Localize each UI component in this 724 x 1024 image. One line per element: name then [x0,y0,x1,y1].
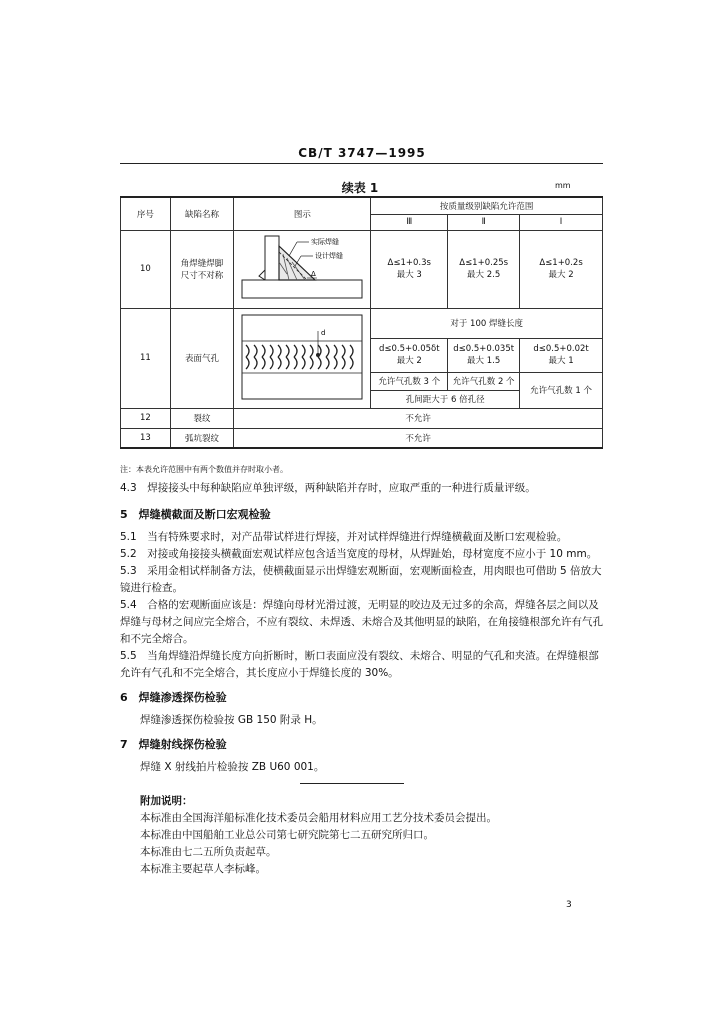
pore-count-2: 允许气孔数 2 个 [448,372,520,390]
section-5-title: 5 焊缝横截面及断口宏观检验 [120,508,271,521]
section-7-title: 7 焊缝射线探伤检验 [120,738,227,751]
defect-table [120,196,603,449]
appendix-line: 本标准主要起草人李标峰。 [140,863,266,875]
grade-2-value: Δ≤1+0.25s 最大 2.5 [448,230,520,308]
clause-5-5-cont: 允许有气孔和不完全熔合，其长度应小于焊缝长度的 30%。 [120,667,399,679]
table-title: 续表 1 [341,181,379,195]
fillet-weld-figure [234,230,371,308]
clause-5-3-cont: 镜进行检查。 [120,582,183,594]
table-row [121,428,603,448]
pore-spacing: 孔间距大于 6 倍孔径 [371,390,520,408]
defect-name: 弧坑裂纹 [170,428,234,448]
grade-3-value: d≤0.5+0.05δt 最大 2 [371,338,448,372]
standard-code: CB/T 3747—1995 [298,146,426,160]
svg-text:d: d [321,328,326,337]
surface-pore-figure [234,308,371,408]
appendix-title: 附加说明： [140,795,193,807]
surface-pore-diagram [238,311,366,403]
clause-4-3: 4.3 焊接接头中每种缺陷应单独评级，两种缺陷并存时，应取严重的一种进行质量评级。 [120,482,536,494]
table-note: 注：本表允许范围中有两个数值并存时取小者。 [120,465,288,474]
row-no: 12 [121,408,171,428]
grade-1-value: d≤0.5+0.02t 最大 1 [520,338,603,372]
header-defect: 缺陷名称 [170,197,234,230]
pore-count-3: 允许气孔数 3 个 [371,372,448,390]
svg-text:Δ: Δ [311,269,317,278]
allowance: 不允许 [234,408,603,428]
clause-7: 焊缝 X 射线拍片检验按 ZB U60 001。 [140,761,325,773]
separator-rule [300,783,404,784]
unit-label: mm [555,181,571,190]
table-row [121,408,603,428]
clause-5-3: 5.3 采用金相试样制备方法，使横截面显示出焊缝宏观断面，宏观断面检查，用肉眼也可借助 5 倍放大 [120,565,602,577]
allowance: 不允许 [234,428,603,448]
header-rule [120,163,603,164]
row-no: 11 [121,308,171,408]
pore-count-1: 允许气孔数 1 个 [520,372,603,408]
grade-2-value: d≤0.5+0.035t 最大 1.5 [448,338,520,372]
defect-name: 裂纹 [170,408,234,428]
header-grade-2: Ⅱ [448,214,520,230]
defect-name: 表面气孔 [170,308,234,408]
header-no: 序号 [121,197,171,230]
row-no: 10 [121,230,171,308]
grade-3-value: Δ≤1+0.3s 最大 3 [371,230,448,308]
header-grade-3: Ⅲ [371,214,448,230]
grade-1-value: Δ≤1+0.2s 最大 2 [520,230,603,308]
header-grade-1: Ⅰ [520,214,603,230]
clause-5-1: 5.1 当有特殊要求时，对产品带试样进行焊接，并对试样焊缝进行焊缝横截面及断口宏观检验。 [120,531,568,543]
clause-5-5: 5.5 当角焊缝沿焊缝长度方向折断时，断口表面应没有裂纹、未熔合、明显的气孔和夹渣。在焊缝根部 [120,650,599,662]
section-6-title: 6 焊缝渗透探伤检验 [120,691,227,704]
defect-name: 角焊缝焊脚 尺寸不对称 [170,230,234,308]
clause-6: 焊缝渗透探伤检验按 GB 150 附录 H。 [140,714,323,726]
svg-text:设计焊缝: 设计焊缝 [315,251,344,260]
header-range: 按质量级别缺陷允许范围 [371,197,603,214]
fillet-weld-diagram [237,232,367,304]
length-basis: 对于 100 焊缝长度 [371,308,603,338]
page-number: 3 [566,900,572,910]
appendix-line: 本标准由中国船舶工业总公司第七研究院第七二五研究所归口。 [140,829,434,841]
clause-5-4-cont2: 和不完全熔合。 [120,633,194,645]
clause-5-4: 5.4 合格的宏观断面应该是：焊缝向母材光滑过渡，无明显的咬边及无过多的余高，焊缝各层之间以及 [120,599,599,611]
table-row [121,230,603,308]
clause-5-2: 5.2 对接或角接接头横截面宏观试样应包含适当宽度的母材，从焊趾始，母材宽度不应小于 10 mm。 [120,548,598,560]
table-row [121,308,603,338]
appendix-line: 本标准由七二五所负责起草。 [140,846,277,858]
header-figure: 图示 [234,197,371,230]
row-no: 13 [121,428,171,448]
svg-text:实际焊缝: 实际焊缝 [311,237,340,246]
clause-5-4-cont: 焊缝与母材之间应完全熔合，不应有裂纹、未焊透、未熔合及其他明显的缺陷，在角接缝根部允许有气孔 [120,616,603,628]
appendix-line: 本标准由全国海洋船标准化技术委员会船用材料应用工艺分技术委员会提出。 [140,812,497,824]
